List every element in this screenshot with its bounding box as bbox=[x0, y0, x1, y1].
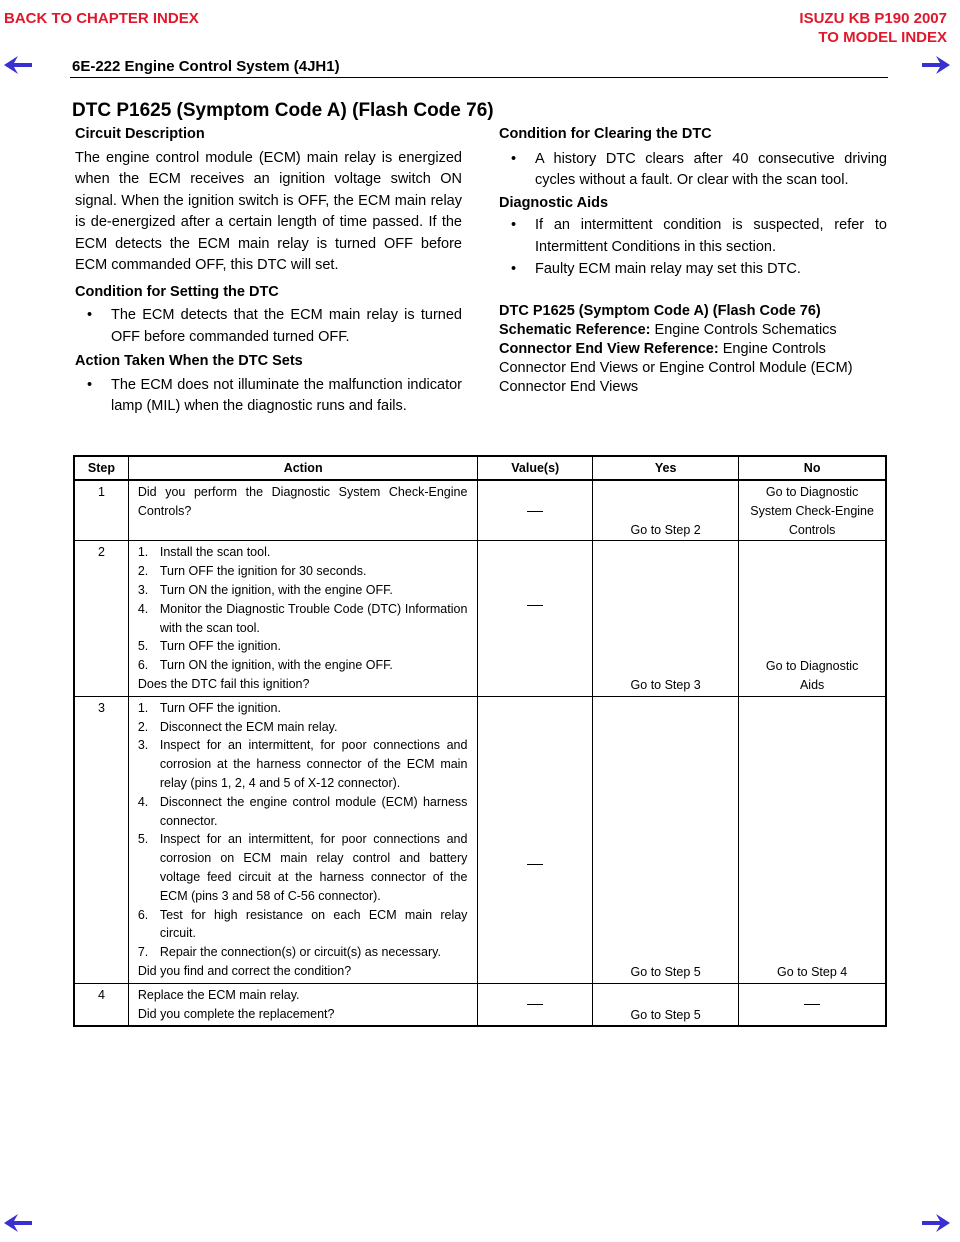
list-item: 3. Inspect for an intermittent, for poor connections and corrosion at the harness connector of the ECM main relay (pins 1, 2, 4 and 5 of X-12 connector). bbox=[137, 738, 468, 790]
action-cell bbox=[128, 696, 478, 983]
schematic-reference bbox=[499, 321, 887, 340]
list-item: • The ECM detects that the ECM main relay is turned OFF before commanded turned OFF. bbox=[75, 305, 462, 348]
connector-reference-link[interactable]: Engine Controls Connector End Views or Engine Control Module (ECM) Connector End Views bbox=[499, 340, 853, 395]
yes-cell[interactable]: Go to Step 5 bbox=[593, 696, 739, 983]
table-row bbox=[74, 983, 886, 1026]
schematic-reference-link[interactable]: Engine Controls Schematics bbox=[650, 321, 837, 338]
table-row bbox=[74, 480, 886, 541]
list-item: 5. Inspect for an intermittent, for poor connections and corrosion on ECM main relay control and battery voltage feed circuit at the harness connector of the ECM (pins 3 and 58 of C-56 connector). bbox=[137, 832, 468, 903]
dash-placeholder bbox=[527, 511, 543, 512]
no-cell[interactable]: Go to Diagnostic System Check-Engine Controls bbox=[739, 480, 886, 541]
condition-setting-list bbox=[75, 305, 462, 348]
section-header: 6E-222 Engine Control System (4JH1) bbox=[72, 58, 340, 75]
list-item: 3. Turn ON the ignition, with the engine OFF. bbox=[137, 582, 393, 597]
condition-clearing-list bbox=[499, 149, 887, 192]
action-question: Did you find and correct the condition? bbox=[137, 963, 352, 978]
diagnostic-table bbox=[73, 455, 887, 1027]
connector-reference-label: Connector End View Reference: bbox=[499, 340, 719, 357]
dash-placeholder bbox=[527, 605, 543, 606]
back-to-chapter-index-link[interactable]: BACK TO CHAPTER INDEX bbox=[4, 10, 199, 27]
header-step: Step bbox=[74, 456, 128, 480]
action-taken-heading: Action Taken When the DTC Sets bbox=[75, 353, 303, 369]
dash-placeholder bbox=[804, 1004, 820, 1005]
list-item: • A history DTC clears after 40 consecutive driving cycles without a fault. Or clear with the scan tool. bbox=[499, 149, 887, 192]
list-item: • The ECM does not illuminate the malfunction indicator lamp (MIL) when the diagnostic runs and fails. bbox=[75, 375, 462, 418]
list-item: 6. Turn ON the ignition, with the engine OFF. bbox=[137, 658, 393, 673]
value-cell bbox=[478, 983, 593, 1026]
action-steps bbox=[138, 699, 468, 962]
no-cell[interactable]: Go to Step 4 bbox=[739, 696, 886, 983]
action-cell bbox=[128, 480, 478, 541]
yes-cell[interactable]: Go to Step 2 bbox=[593, 480, 739, 541]
list-item: 1. Turn OFF the ignition. bbox=[137, 700, 281, 715]
condition-clearing-heading: Condition for Clearing the DTC bbox=[499, 126, 712, 142]
list-item: 5. Turn OFF the ignition. bbox=[137, 639, 281, 654]
yes-cell[interactable]: Go to Step 5 bbox=[593, 983, 739, 1026]
header-divider bbox=[70, 77, 888, 78]
next-page-arrow-icon[interactable] bbox=[922, 1214, 950, 1232]
table-row bbox=[74, 541, 886, 696]
action-text: Replace the ECM main relay. bbox=[137, 987, 300, 1002]
step-number: 2 bbox=[74, 541, 128, 696]
list-item: 2. Disconnect the ECM main relay. bbox=[137, 719, 338, 734]
list-item: 1. Install the scan tool. bbox=[137, 545, 271, 560]
table-header-row bbox=[74, 456, 886, 480]
yes-cell[interactable]: Go to Step 3 bbox=[593, 541, 739, 696]
no-cell bbox=[739, 983, 886, 1026]
action-text: Did you perform the Diagnostic System Check-Engine Controls? bbox=[137, 485, 468, 518]
value-cell bbox=[478, 480, 593, 541]
right-column bbox=[499, 124, 887, 397]
step-number: 1 bbox=[74, 480, 128, 541]
list-item: 6. Test for high resistance on each ECM main relay circuit. bbox=[137, 907, 468, 941]
page-title: DTC P1625 (Symptom Code A) (Flash Code 76) bbox=[72, 100, 494, 121]
header-yes: Yes bbox=[593, 456, 739, 480]
prev-page-arrow-icon[interactable] bbox=[4, 56, 32, 74]
dash-placeholder bbox=[527, 1004, 543, 1005]
header-values: Value(s) bbox=[478, 456, 593, 480]
action-taken-list bbox=[75, 375, 462, 418]
value-cell bbox=[478, 696, 593, 983]
circuit-description-text: The engine control module (ECM) main relay is energized when the ECM receives an ignition voltage switch ON signal. When the ignition switch is OFF, the ECM main relay is de-energized after a certain length of time passed. If the ECM detects the ECM main relay is turned OFF before ECM commanded OFF, this DTC will set. bbox=[75, 149, 462, 273]
schematic-reference-label: Schematic Reference: bbox=[499, 321, 651, 338]
circuit-description-heading: Circuit Description bbox=[75, 126, 205, 142]
prev-page-arrow-icon[interactable] bbox=[4, 1214, 32, 1232]
model-title-link[interactable]: ISUZU KB P190 2007 bbox=[799, 10, 947, 27]
list-item: • If an intermittent condition is suspected, refer to Intermittent Conditions in this section. bbox=[499, 215, 887, 258]
action-question: Did you complete the replacement? bbox=[137, 1006, 335, 1021]
list-item: 4. Disconnect the engine control module (ECM) harness connector. bbox=[137, 794, 468, 828]
action-cell bbox=[128, 541, 478, 696]
list-item: 4. Monitor the Diagnostic Trouble Code (DTC) Information with the scan tool. bbox=[137, 601, 468, 635]
left-column bbox=[75, 124, 462, 418]
action-steps bbox=[138, 543, 468, 675]
header-no: No bbox=[739, 456, 886, 480]
action-question: Does the DTC fail this ignition? bbox=[137, 676, 310, 691]
dash-placeholder bbox=[527, 864, 543, 865]
list-item: • Faulty ECM main relay may set this DTC. bbox=[499, 259, 887, 281]
no-cell[interactable]: Go to Diagnostic Aids bbox=[739, 541, 886, 696]
connector-reference bbox=[499, 340, 887, 397]
table-row bbox=[74, 696, 886, 983]
diagnostic-aids-heading: Diagnostic Aids bbox=[499, 194, 609, 211]
list-item: 7. Repair the connection(s) or circuit(s) as necessary. bbox=[137, 945, 441, 960]
step-number: 3 bbox=[74, 696, 128, 983]
step-number: 4 bbox=[74, 983, 128, 1026]
diagnostic-aids-list bbox=[499, 215, 887, 281]
list-item: 2. Turn OFF the ignition for 30 seconds. bbox=[137, 564, 367, 579]
condition-setting-heading: Condition for Setting the DTC bbox=[75, 283, 279, 300]
next-page-arrow-icon[interactable] bbox=[922, 56, 950, 74]
header-action: Action bbox=[128, 456, 478, 480]
value-cell bbox=[478, 541, 593, 696]
reference-title: DTC P1625 (Symptom Code A) (Flash Code 76) bbox=[499, 302, 821, 319]
to-model-index-link[interactable]: TO MODEL INDEX bbox=[818, 29, 947, 46]
action-cell bbox=[128, 983, 478, 1026]
